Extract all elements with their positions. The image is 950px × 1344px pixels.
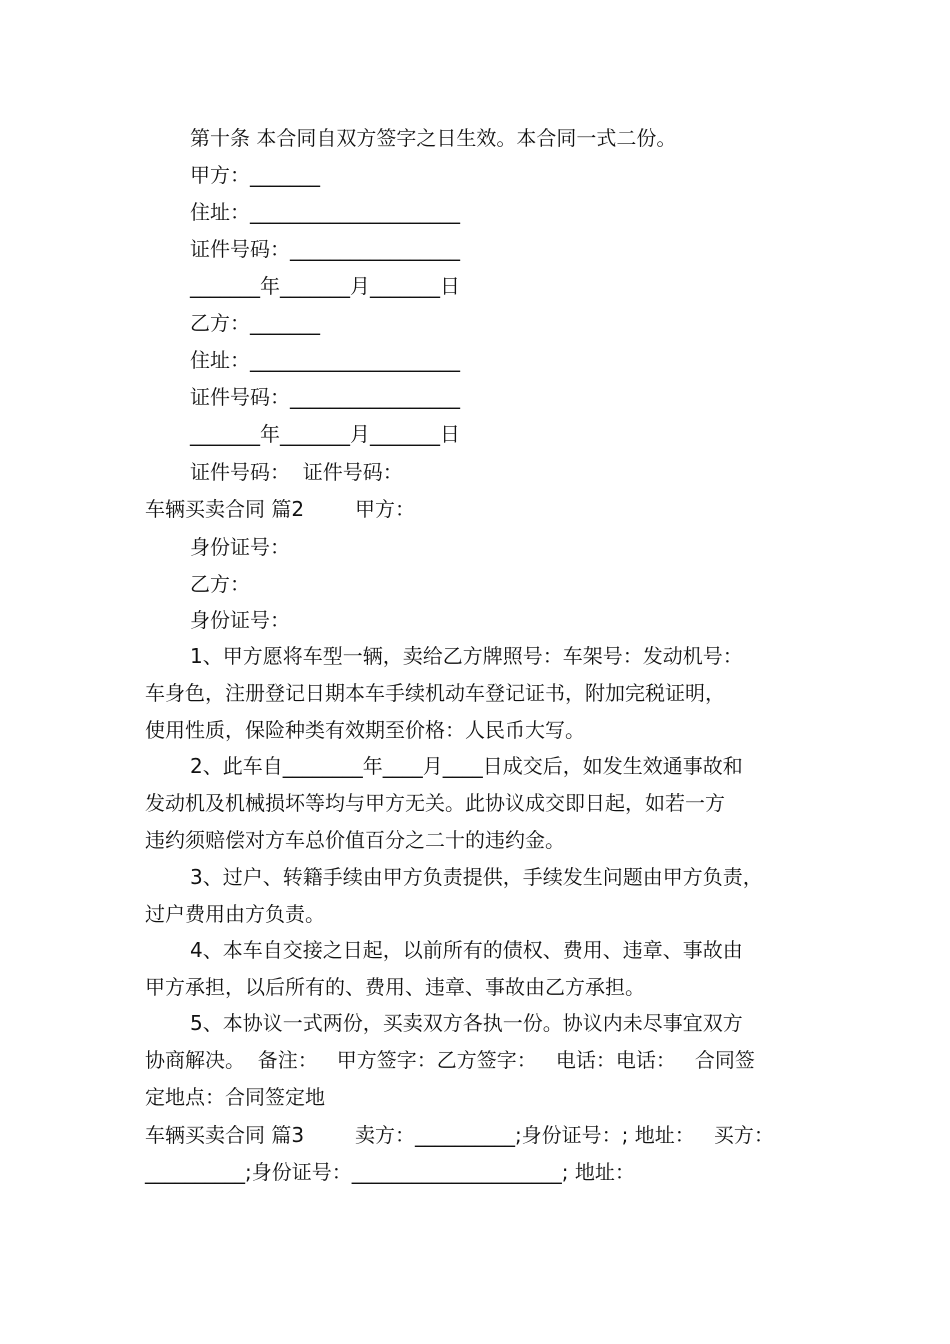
- text-line: 住址：_____________________: [190, 348, 460, 372]
- text-line: 甲方：_______: [190, 163, 320, 187]
- text-line: 身份证号：: [190, 608, 290, 632]
- text-line: 定地点：合同签定地: [145, 1085, 325, 1109]
- section-heading: 车辆买卖合同 篇3 卖方：__________;身份证号：; 地址： 买方：: [145, 1123, 774, 1147]
- text-line: 3、过户、转籍手续由甲方负责提供，手续发生问题由甲方负责，: [190, 865, 763, 889]
- text-line: 车身色，注册登记日期本车手续机动车登记证书，附加完税证明，: [145, 681, 725, 705]
- text-line: 1、甲方愿将车型一辆，卖给乙方牌照号：车架号：发动机号：: [190, 644, 743, 668]
- text-line: 住址：_____________________: [190, 200, 460, 224]
- text-line: 乙方：_______: [190, 311, 320, 335]
- text-line: 5、本协议一式两份，买卖双方各执一份。协议内未尽事宜双方: [190, 1011, 743, 1035]
- text-line: 发动机及机械损坏等均与甲方无关。此协议成交即日起，如若一方: [145, 791, 725, 815]
- text-line: 身份证号：: [190, 535, 290, 559]
- section-heading: 车辆买卖合同 篇2 甲方：: [145, 497, 415, 521]
- text-line: 乙方：: [190, 572, 250, 596]
- text-line: __________;身份证号：_____________________; 地址：: [145, 1160, 635, 1184]
- text-line: 2、此车自________年____月____日成交后，如发生效通事故和: [190, 754, 743, 778]
- text-line: 过户费用由方负责。: [145, 902, 325, 926]
- text-line: 使用性质，保险种类有效期至价格：人民币大写。: [145, 718, 585, 742]
- text-line: 第十条 本合同自双方签字之日生效。本合同一式二份。: [190, 126, 677, 150]
- text-line: 证件号码： 证件号码：: [190, 460, 403, 484]
- text-line: 证件号码：_________________: [190, 385, 460, 409]
- text-line: 甲方承担，以后所有的、费用、违章、事故由乙方承担。: [145, 975, 645, 999]
- text-line: 违约须赔偿对方车总价值百分之二十的违约金。: [145, 828, 565, 852]
- text-line: _______年_______月_______日: [190, 274, 460, 298]
- text-line: _______年_______月_______日: [190, 422, 460, 446]
- text-line: 证件号码：_________________: [190, 237, 460, 261]
- text-line: 4、本车自交接之日起，以前所有的债权、费用、违章、事故由: [190, 938, 743, 962]
- text-line: 协商解决。 备注： 甲方签字：乙方签字： 电话：电话： 合同签: [145, 1048, 755, 1072]
